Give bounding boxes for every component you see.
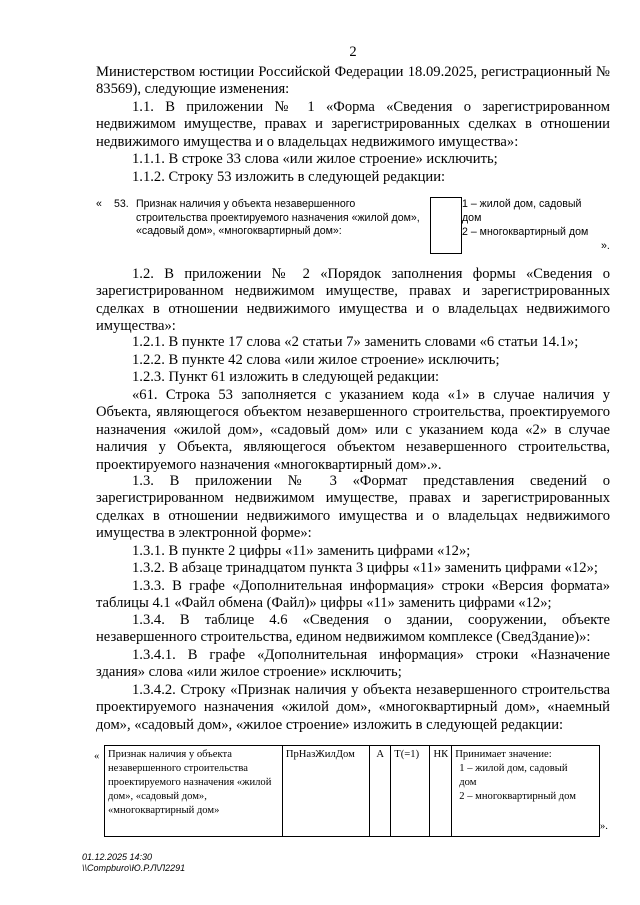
row53-value-box: [430, 197, 462, 254]
paragraph-1-2-2: 1.2.2. В пункте 42 слова «или жилое строение» исключить;: [132, 352, 500, 368]
paragraph-1-2-1: 1.2.1. В пункте 17 слова «2 статьи 7» заменить словами «6 статьи 14.1»;: [132, 334, 579, 350]
paragraph-1-3-4: 1.3.4. В таблице 4.6 «Сведения о здании, сооружении, объекте незавершенного строительства, едином недвижимом комплексе (СведЗдание)»:: [96, 612, 610, 646]
cell-type: А: [370, 746, 391, 837]
row53-close-quote: ».: [601, 240, 610, 252]
paragraph-1-3-1: 1.3.1. В пункте 2 цифры «11» заменить цифрами «12»;: [132, 543, 471, 559]
cell-info: [452, 746, 600, 837]
cell-code: ПрНазЖилДом: [282, 746, 369, 837]
paragraph-1-3-3: 1.3.3. В графе «Дополнительная информация» строки «Версия формата» таблицы 4.1 «Файл обмена (Файл)» цифры «11» заменить цифрами «12»;: [96, 578, 610, 612]
cell-name: Признак наличия у объекта незавершенного строительства проектируемого назначения «жилой дом», «садовый дом», «многоквартирный дом»: [105, 746, 283, 837]
paragraph-1-3: 1.3. В приложении № 3 «Формат представления сведений о зарегистрированном недвижимом имуществе, правах и зарегистрированных сделках в отношении недвижимого имущества и о владельцах недвижимого имущества в электронной форме»:: [96, 473, 610, 542]
paragraph-1-1-1: 1.1.1. В строке 33 слова «или жилое строение» исключить;: [132, 151, 498, 167]
row53-open-quote: «: [96, 198, 102, 210]
paragraph-1-2: 1.2. В приложении № 2 «Порядок заполнения формы «Сведения о зарегистрированном недвижимом имуществе, правах и зарегистрированных сделках в отношении недвижимого имущества и о владельцах недвижимого имущества»:: [96, 266, 610, 335]
footer-date: 01.12.2025 14:30: [82, 852, 153, 862]
info-title: Принимает значение:: [455, 749, 552, 760]
table-open-quote: «: [94, 751, 100, 762]
cell-length: Т(=1): [391, 746, 430, 837]
paragraph-intro: Министерством юстиции Российской Федерации 18.09.2025, регистрационный № 83569), следующие изменения:: [96, 64, 610, 98]
info-option-2: 2 – многоквартирный дом: [459, 791, 576, 802]
paragraph-1-3-4-2: 1.3.4.2. Строку «Признак наличия у объекта незавершенного строительства проектируемого назначения «жилой дом», «многоквартирный дом», «наемный дом», «садовый дом», «жилое строение» изложить в следующей редакции:: [96, 682, 610, 733]
paragraph-1-1: 1.1. В приложении № 1 «Форма «Сведения о зарегистрированном недвижимом имуществе, правах и зарегистрированных сделках в отношении недвижимого имущества и о владельцах недвижимого имущества»:: [96, 99, 610, 150]
paragraph-1-2-3: 1.2.3. Пункт 61 изложить в следующей редакции:: [132, 369, 440, 385]
paragraph-1-1-2: 1.1.2. Строку 53 изложить в следующей редакции:: [132, 169, 446, 185]
info-option-1: 1 – жилой дом, садовый дом: [459, 763, 568, 788]
paragraph-61: «61. Строка 53 заполняется с указанием кода «1» в случае наличия у Объекта, являющегося объектом незавершенного строительства, проектируемого назначения «жилой дом», «садовый дом» или с указанием кода «2» в случае наличия у Объекта, являющегося объектом незавершенного строительства, проектируемого назначения «многоквартирный дом».».: [96, 387, 610, 473]
page-number: 2: [349, 44, 357, 60]
table-row: [105, 746, 600, 837]
footer-doc-id: \\Compburo\Ю.Р.Л\Л2291: [82, 863, 186, 873]
row53-number: 53.: [114, 198, 129, 210]
format-table: [104, 745, 600, 837]
paragraph-1-3-2: 1.3.2. В абзаце тринадцатом пункта 3 цифры «11» заменить цифрами «12»;: [132, 560, 598, 576]
row53-option-1: 1 – жилой дом, садовый дом: [462, 198, 582, 224]
paragraph-1-3-4-1: 1.3.4.1. В графе «Дополнительная информация» строки «Назначение здания» слова «или жилое строение» исключить;: [96, 647, 610, 681]
table-close-quote: ».: [600, 821, 608, 832]
cell-required: НК: [430, 746, 452, 837]
row53-label: Признак наличия у объекта незавершенного строительства проектируемого назначения «жилой дом», «садовый дом», «многоквартирный дом»:: [136, 198, 420, 238]
row53-option-2: 2 – многоквартирный дом: [462, 226, 589, 238]
